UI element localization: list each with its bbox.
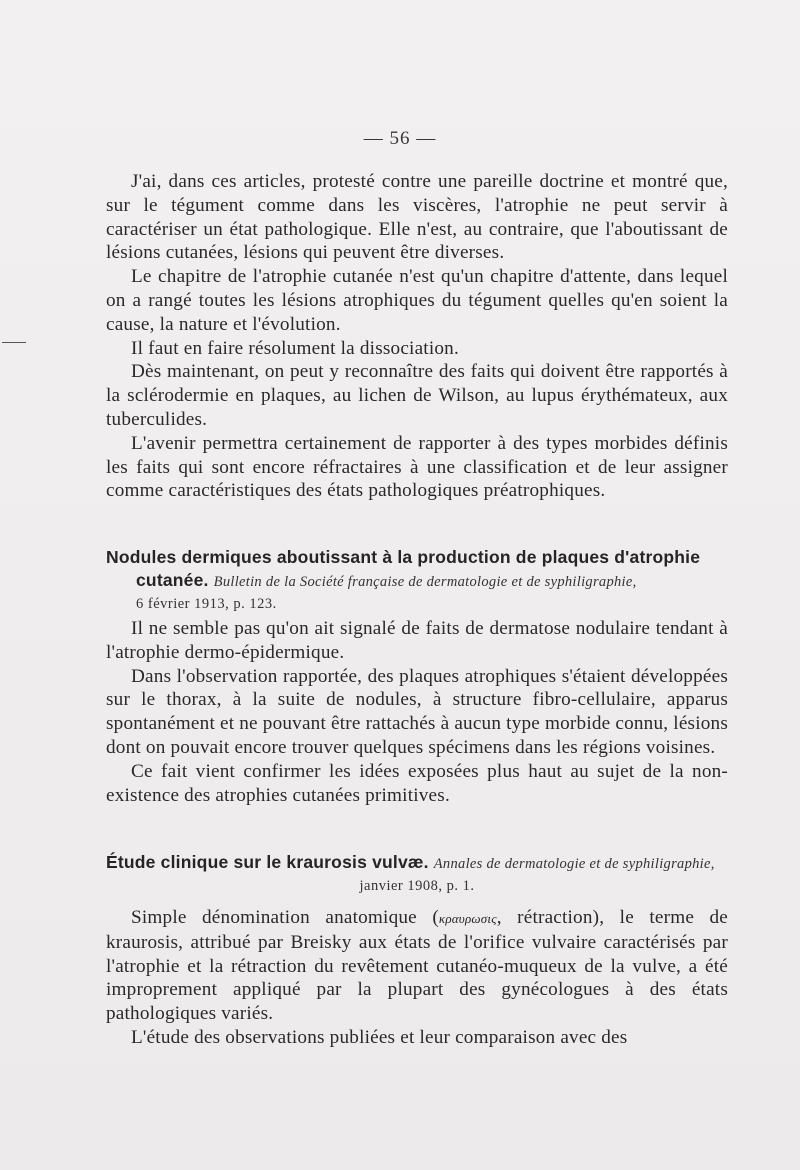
section-heading-nodules xyxy=(106,546,728,615)
paragraph: Il ne semble pas qu'on ait signalé de faits de dermatose nodulaire tendant à l'atrophie dermo-épidermique. xyxy=(106,618,728,663)
heading-title xyxy=(106,546,728,594)
paragraph: Il faut en faire résolument la dissociation. xyxy=(131,337,459,359)
nodules-section xyxy=(106,617,728,807)
paragraph: L'avenir permettra certainement de rapporter à des types morbides définis les faits qui sont encore réfractaires à une classification et de leur assigner comme caractéristiques des états pathologiques préatrophiques. xyxy=(106,432,728,502)
margin-mark xyxy=(2,342,26,343)
paragraph: Le chapitre de l'atrophie cutanée n'est qu'un chapitre d'attente, dans lequel on a rangé toutes les lésions atrophiques du tégument quelles qu'en soient la cause, la nature et l'évolution. xyxy=(106,266,728,335)
paragraph: Dans l'observation rapportée, des plaques atrophiques s'étaient développées sur le thorax, à la suite de nodules, à structure fibro-cellulaire, apparus spontanément et ne pouvant être rattachés à aucun type morbide connu, lésions dont on pouvait encore trouver quelques spécimens dans les régions voisines. xyxy=(106,665,728,758)
paragraph-text: , rétraction), le terme de kraurosis, attribué par Breisky aux états de l'orifice vulvaire caractérisés par l'atrophie et la rétraction du revêtement cutanéo-muqueux de la vulve, a été improprement appliqué par la plupart des gynécologues à des états pathologiques variés. xyxy=(106,907,728,1025)
citation-date: 6 février 1913, p. 123. xyxy=(136,596,277,612)
greek-word: κραυρωσις xyxy=(438,911,497,926)
paragraph: Dès maintenant, on peut y reconnaître des faits qui doivent être rapportés à la sclérodermie en plaques, au lichen de Wilson, au lupus érythémateux, aux tuberculides. xyxy=(106,361,728,430)
heading-title xyxy=(106,851,728,876)
heading-title-line2-wrap xyxy=(106,569,728,594)
heading-title-line1: Nodules dermiques aboutissant à la production de plaques d'atrophie xyxy=(106,547,701,567)
paragraph: Ce fait vient confirmer les idées exposées plus haut au sujet de la non-existence des atrophies cutanées primitives. xyxy=(106,760,728,806)
paragraph: L'étude des observations publiées et leur comparaison avec des xyxy=(131,1026,628,1048)
paragraph: J'ai, dans ces articles, protesté contre une pareille doctrine et montré que, sur le tégument comme dans les viscères, l'atrophie ne peut servir à caractériser un état pathologique. Elle n'est, au contraire, que l'aboutissant de lésions cutanées, lésions qui peuvent être diverses. xyxy=(106,171,728,264)
kraurosis-section xyxy=(106,906,728,1050)
heading-title-line2: cutanée. xyxy=(136,570,209,590)
paragraph-text: Simple dénomination anatomique ( xyxy=(131,907,439,928)
heading-title-kraurosis: Étude clinique sur le kraurosis vulvæ. xyxy=(106,852,429,872)
intro-section xyxy=(106,170,728,503)
citation-journal: Bulletin de la Société française de dermatologie et de syphiligraphie, xyxy=(213,574,637,590)
citation-journal: Annales de dermatologie et de syphiligraphie, xyxy=(433,856,715,872)
section-heading-kraurosis xyxy=(106,851,728,897)
citation-date: janvier 1908, p. 1. xyxy=(359,878,475,894)
page-number: — 56 — xyxy=(363,128,437,149)
paragraph xyxy=(106,906,728,1026)
